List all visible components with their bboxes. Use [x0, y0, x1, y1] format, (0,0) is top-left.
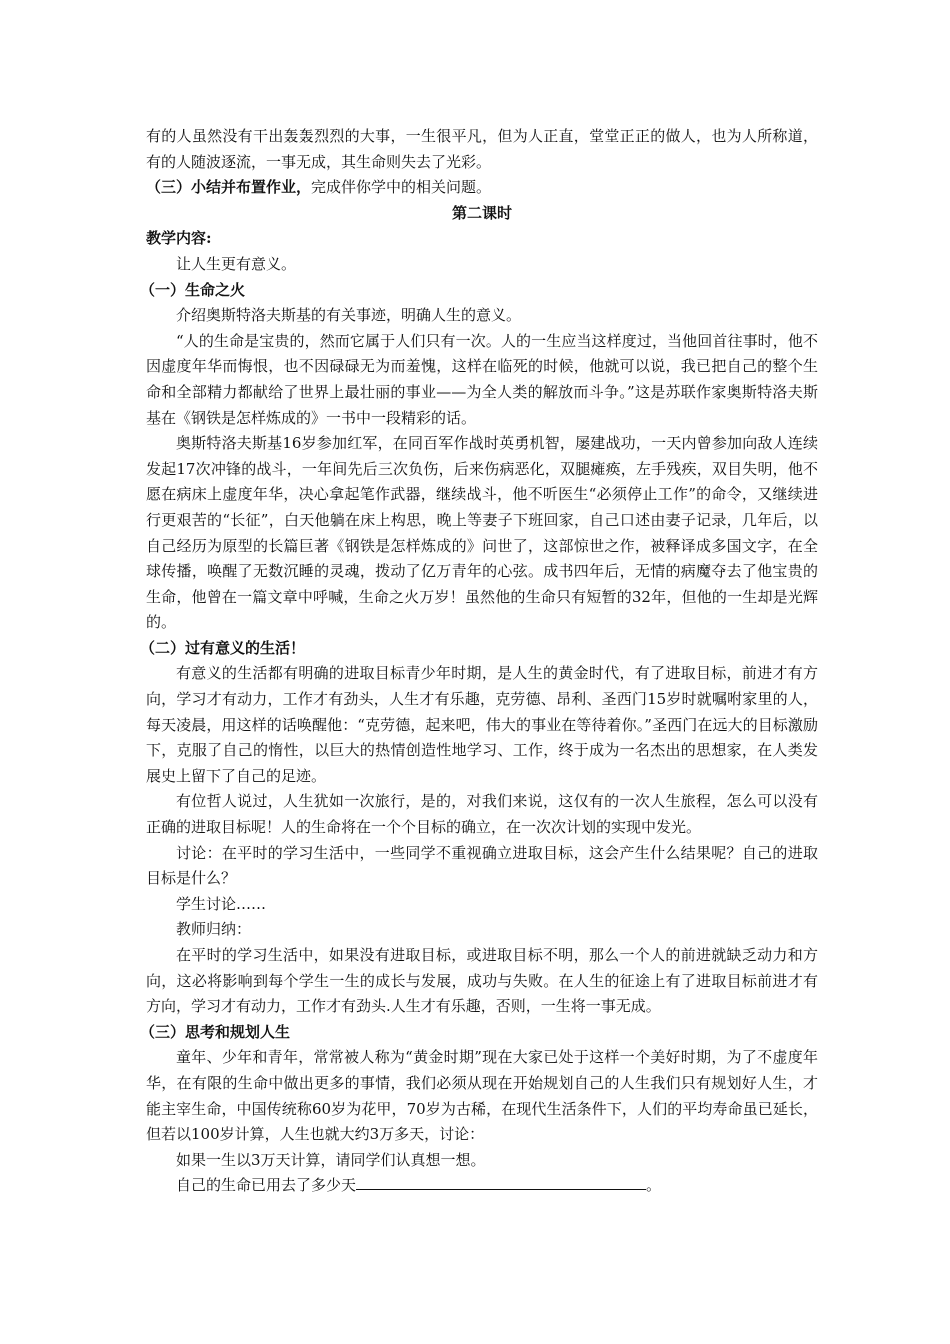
question-end: 。 [646, 1176, 662, 1195]
paragraph-sec2-4: 学生讨论…… [176, 894, 267, 913]
paragraph-sec2-1: 有意义的生活都有明确的进取目标青少年时期，是人生的黄金时代，有了进取目标，前进才有方向，学习才有动力，工作才有劲头，人生才有乐趣，克劳德、昂利、圣西门15岁时就嘱咐家里的人，每天凌晨，用这样的话唤醒他：“克劳德，起来吧，伟大的事业在等待着你。”圣西门在远大的目标激励下，克服了自己的惰性，以巨大的热情创造性地学习、工作，终于成为一名杰出的思想家，在人类发展史上留下了自己的足迹。 [146, 664, 818, 785]
lesson-title: 第二课时 [451, 203, 512, 222]
paragraph-sec2-2: 有位哲人说过，人生犹如一次旅行，是的，对我们来说，这仅有的一次人生旅程，怎么可以没有正确的进取目标呢！人的生命将在一个个目标的确立，在一次次计划的实现中发光。 [146, 792, 818, 837]
paragraph-sec1-1: 介绍奥斯特洛夫斯基的有关事迹，明确人生的意义。 [176, 306, 522, 325]
paragraph-sec1-3: 奥斯特洛夫斯基16岁参加红军，在同百军作战时英勇机智，屡建战功，一天内曾参加向敌人连续发起17次冲锋的战斗，一年间先后三次负伤，后来伤病恶化，双腿瘫痪，左手残疾，双目失明，他不愿在病床上虚度年华，决心拿起笔作武器，继续战斗，他不听医生“必须停止工作”的命令，又继续进行更艰苦的“长征”，白天他躺在床上构思，晚上等妻子下班回家，自己口述由妻子记录，几年后，以自己经历为原型的长篇巨著《钢铁是怎样炼成的》问世了，这部惊世之作，被释译成多国文字，在全球传播，唤醒了无数沉睡的灵魂，拨动了亿万青年的心弦。成书四年后，无情的病魔夺去了他宝贵的生命，他曾在一篇文章中呼喊，生命之火万岁！虽然他的生命只有短暂的32年，但他的一生却是光辉的。 [146, 434, 818, 632]
section-heading-3: （三）思考和规划人生 [140, 1022, 291, 1041]
paragraph-sec3-2: 如果一生以3万天计算，请同学们认真想一想。 [176, 1150, 486, 1169]
content-label: 教学内容: [146, 229, 212, 248]
paragraph-sec3-3 [146, 1173, 818, 1199]
paragraph-sec2-3: 讨论：在平时的学习生活中，一些同学不重视确立进取目标，这会产生什么结果呢？自己的进取目标是什么？ [146, 843, 818, 888]
section-heading-2: （二）过有意义的生活！ [140, 638, 306, 657]
summary-bold-label: （三）小结并布置作业， [146, 178, 312, 197]
paragraph-sec3-1: 童年、少年和青年，常常被人称为“黄金时期”现在大家已处于这样一个美好时期，为了不虚度年华，在有限的生命中做出更多的事情，我们必须从现在开始规划自己的人生我们只有规划好人生，才能主宰生命，中国传统称60岁为花甲，70岁为古稀，在现代生活条件下，人们的平均寿命虽已延长，但若以100岁计算，人生也就大约3万多天，讨论： [146, 1048, 818, 1144]
document-page [140, 124, 818, 1199]
paragraph-summary [146, 175, 818, 201]
paragraph-intro: 有的人虽然没有干出轰轰烈烈的大事，一生很平凡，但为人正直，堂堂正正的做人，也为人所称道，有的人随波逐流，一事无成，其生命则失去了光彩。 [146, 127, 818, 171]
paragraph-sec2-6: 在平时的学习生活中，如果没有进取目标，或进取目标不明，那么一个人的前进就缺乏动力和方向，这必将影响到每个学生一生的成长与发展，成功与失败。在人生的征途上有了进取目标前进才有方向，学习才有动力，工作才有劲头.人生才有乐趣，否则，一生将一事无成。 [146, 946, 818, 1016]
paragraph-sec2-5: 教师归纳： [176, 920, 252, 939]
content-text: 让人生更有意义。 [176, 254, 297, 273]
section-heading-1: （一）生命之火 [140, 280, 246, 299]
answer-blank [356, 1173, 646, 1190]
paragraph-sec1-2: “人的生命是宝贵的，然而它属于人们只有一次。人的一生应当这样度过，当他回首往事时，他不因虚度年华而悔恨，也不因碌碌无为而羞愧，这样在临死的时候，他就可以说，我已把自己的整个生命和全部精力都献给了世界上最壮丽的事业——为全人类的解放而斗争。”这是苏联作家奥斯特洛夫斯基在《钢铁是怎样炼成的》一书中一段精彩的话。 [146, 331, 818, 427]
question-text: 自己的生命已用去了多少天 [176, 1176, 357, 1195]
summary-text: 完成伴你学中的相关问题。 [311, 178, 492, 197]
